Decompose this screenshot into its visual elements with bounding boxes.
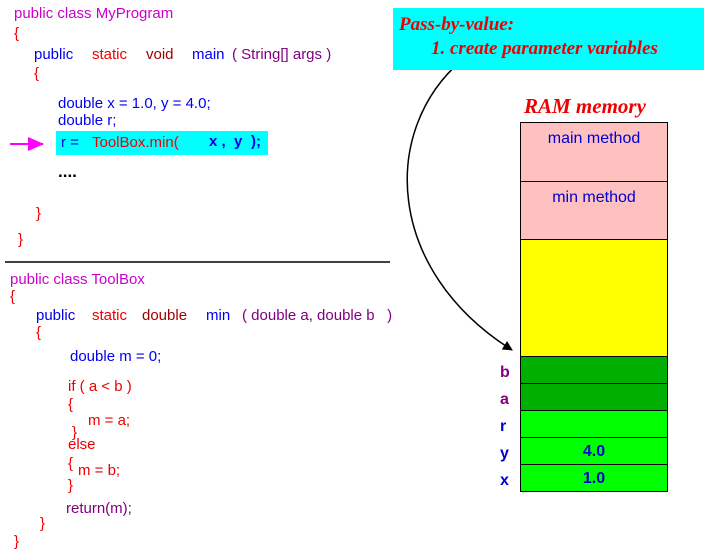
declaration-x-y: double x = 1.0, y = 4.0; xyxy=(58,95,211,112)
else-close-brace: } xyxy=(68,477,74,494)
min-parameters: ( double a, double b ) xyxy=(242,307,393,324)
declaration-r: double r; xyxy=(58,112,117,129)
banner-title: Pass-by-value: xyxy=(399,14,515,35)
ram-cell-b xyxy=(520,356,668,384)
ram-main-method-frame xyxy=(520,122,668,182)
call-arguments: x , y xyxy=(209,133,243,150)
myprogram-close-brace: } xyxy=(18,231,24,248)
main-public-keyword: public xyxy=(34,46,74,63)
declaration-m: double m = 0; xyxy=(70,348,162,365)
min-static-keyword: static xyxy=(92,307,128,324)
min-public-keyword: public xyxy=(36,307,76,324)
myprogram-class-declaration: public class MyProgram xyxy=(14,5,174,22)
return-statement: return(m); xyxy=(66,500,132,517)
call-end: ); xyxy=(251,133,261,150)
curved-arrow-icon xyxy=(407,60,512,350)
ram-min-method-frame xyxy=(520,181,668,240)
ram-memory-title: RAM memory xyxy=(524,94,646,118)
ram-value-x: 1.0 xyxy=(582,470,606,487)
ram-label-a: a xyxy=(500,391,509,408)
ram-value-y: 4.0 xyxy=(582,443,606,460)
else-keyword: else xyxy=(68,436,96,453)
min-method-name: min xyxy=(206,307,231,324)
ram-label-b: b xyxy=(500,364,510,381)
if-condition: if ( a < b ) xyxy=(68,378,132,395)
ram-label-y: y xyxy=(500,445,509,462)
assign-m-b: m = b; xyxy=(78,462,121,479)
else-open-brace: { xyxy=(68,455,74,472)
ram-label-x: x xyxy=(500,472,509,489)
ram-cell-y xyxy=(520,437,668,465)
ram-free-space xyxy=(520,239,668,357)
assign-m-a: m = a; xyxy=(88,412,131,429)
myprogram-open-brace: { xyxy=(14,25,20,42)
min-close-brace: } xyxy=(40,515,46,532)
toolbox-class-declaration: public class ToolBox xyxy=(10,271,145,288)
if-open-brace: { xyxy=(68,396,74,413)
ram-cell-a xyxy=(520,383,668,411)
toolbox-open-brace: { xyxy=(10,288,16,305)
main-static-keyword: static xyxy=(92,46,128,63)
ram-main-method-label: main method xyxy=(547,130,641,147)
ram-label-r: r xyxy=(500,418,507,435)
call-function-name: ToolBox.min( xyxy=(92,134,179,151)
ram-cell-r xyxy=(520,410,668,438)
ram-cell-x xyxy=(520,464,668,492)
banner-step: 1. create parameter variables xyxy=(431,38,658,59)
toolbox-close-brace: } xyxy=(14,533,20,550)
main-method-name: main xyxy=(192,46,225,63)
min-double-keyword: double xyxy=(142,307,188,324)
main-void-keyword: void xyxy=(146,46,174,63)
pass-by-value-banner xyxy=(393,8,704,70)
main-parameters: ( String[] args ) xyxy=(232,46,332,63)
min-open-brace: { xyxy=(36,324,42,341)
main-open-brace: { xyxy=(34,65,40,82)
ellipsis-dots: .... xyxy=(58,162,77,181)
if-close-brace: } xyxy=(72,424,78,441)
ram-min-method-label: min method xyxy=(552,189,636,206)
main-close-brace: } xyxy=(36,205,42,222)
call-assignment-lhs: r = xyxy=(61,134,79,151)
